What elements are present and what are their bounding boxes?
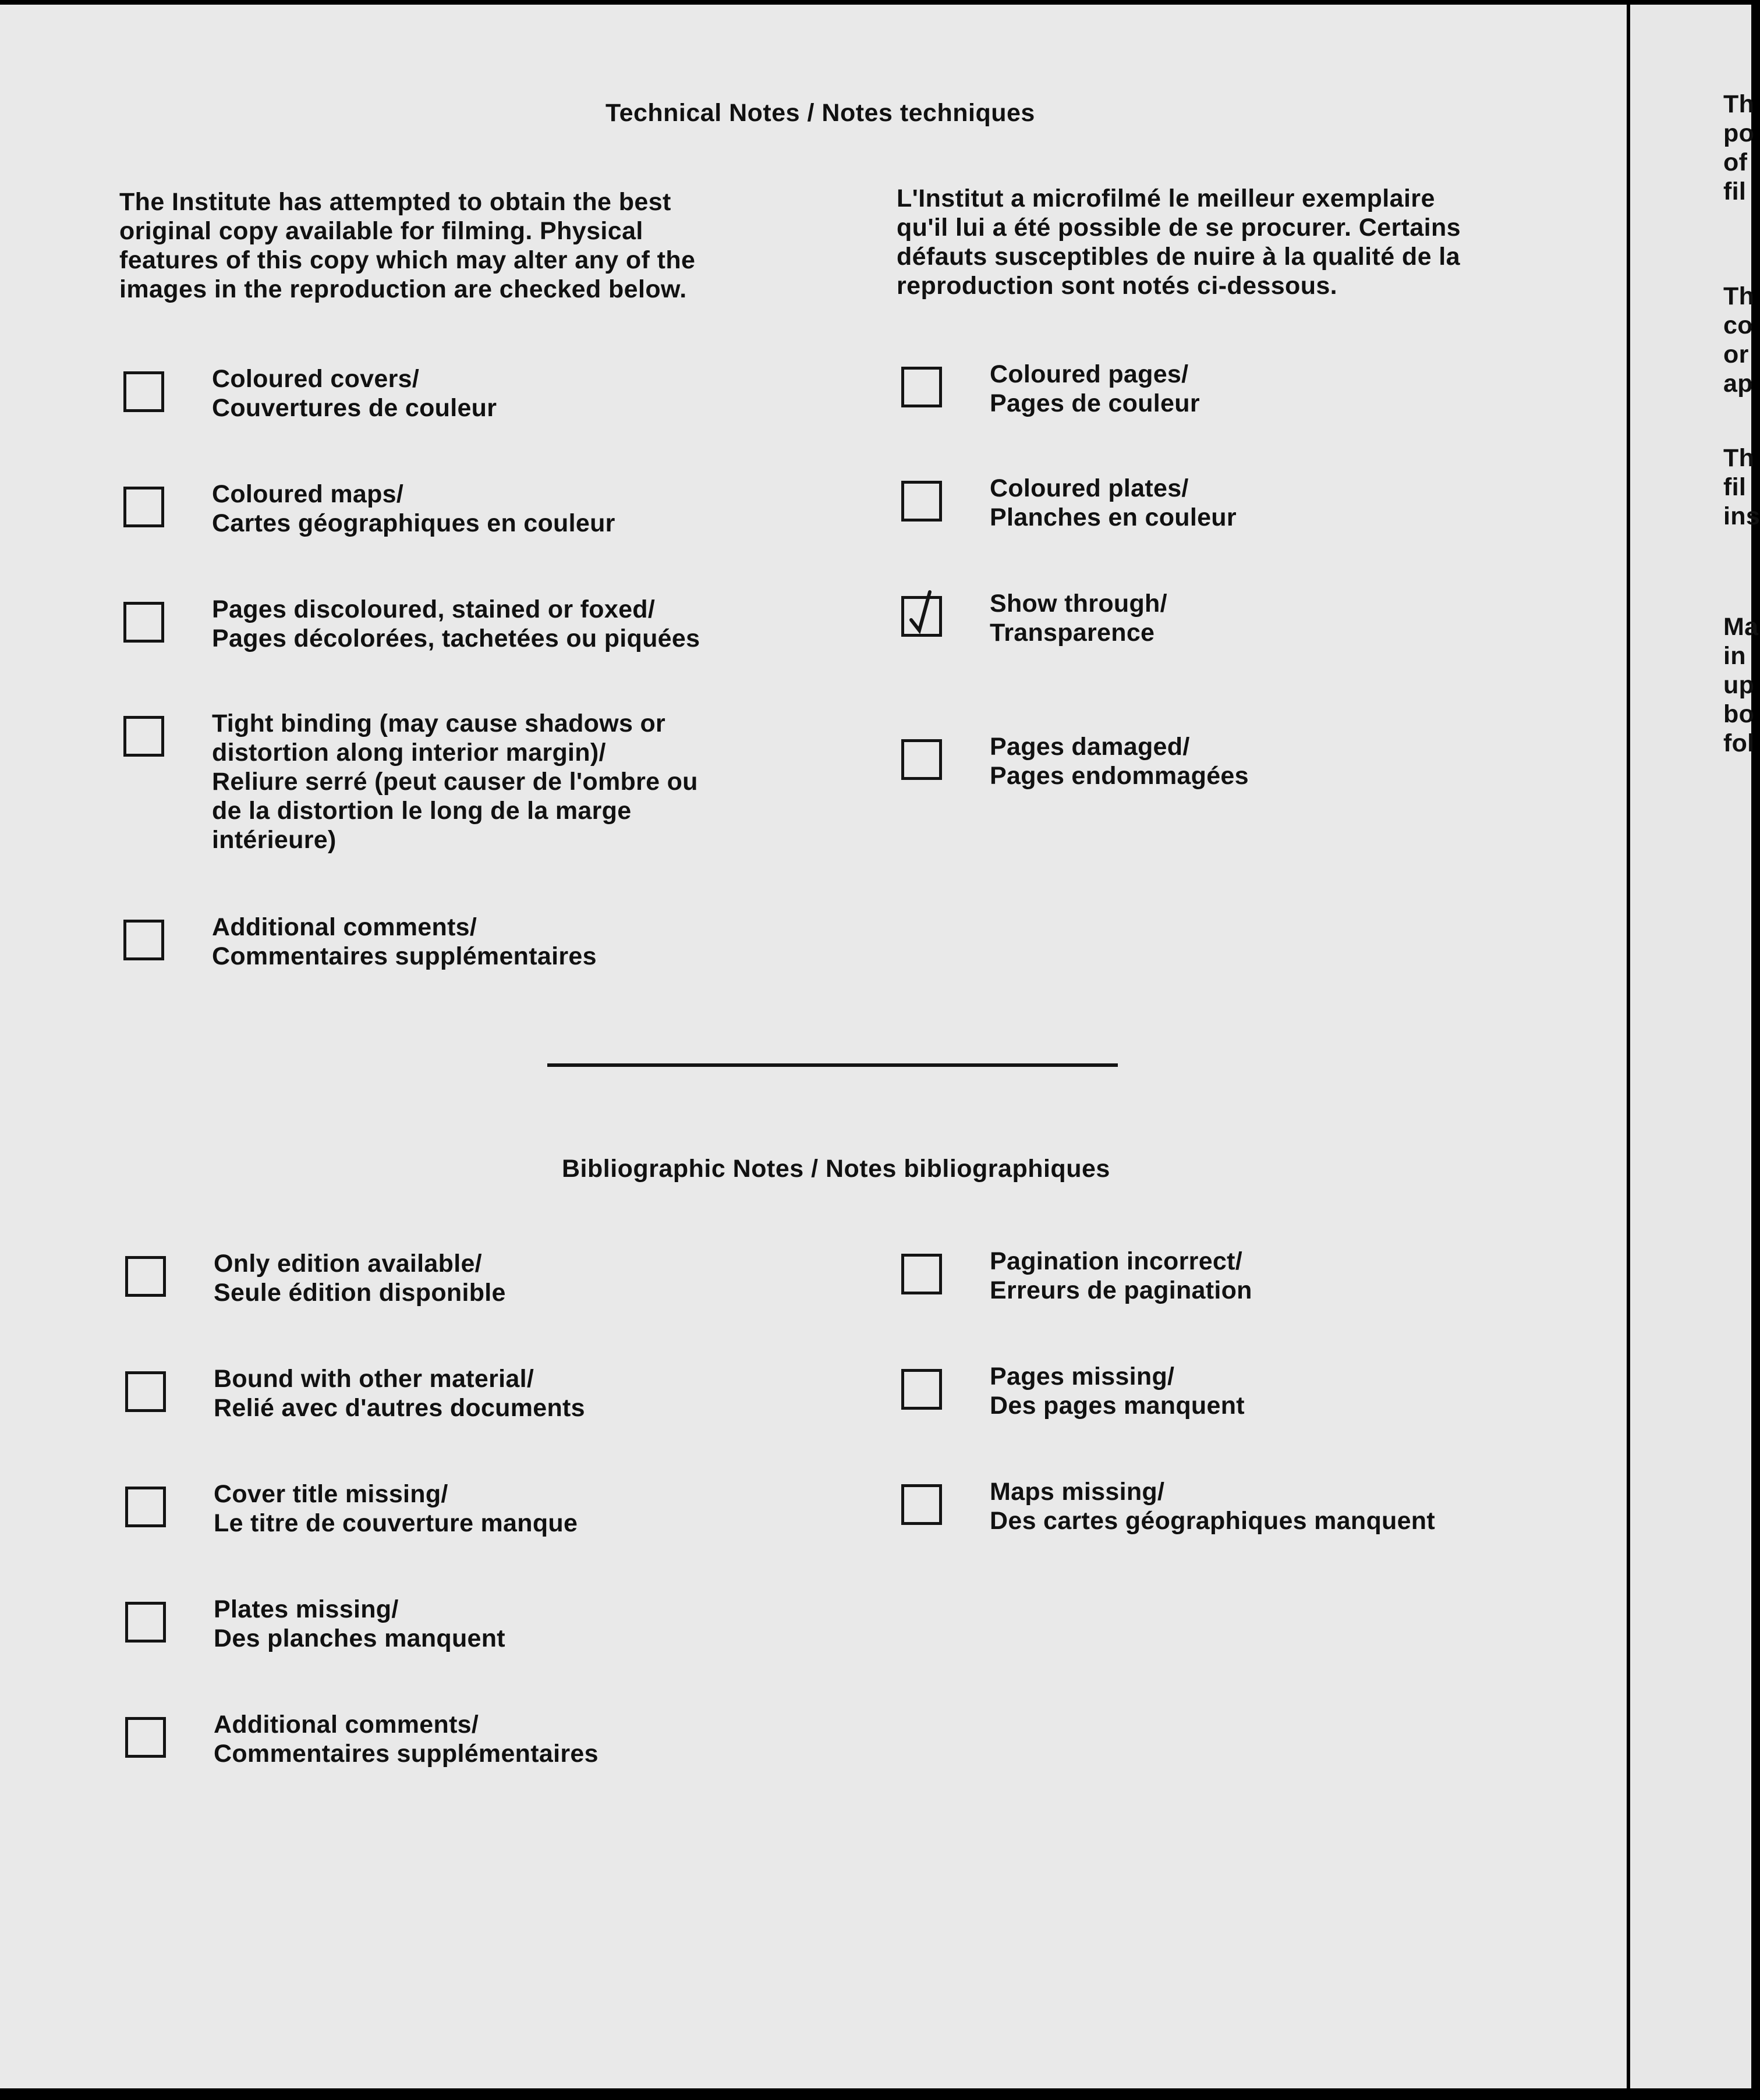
fragment-block-2: Th co or ap: [1723, 282, 1755, 398]
label-fr: Pages endommagées: [990, 762, 1249, 790]
checkbox[interactable]: [901, 367, 942, 407]
label-en: Only edition available/: [214, 1250, 482, 1278]
intro-english: The Institute has attempted to obtain the best original copy available for filming. Physical features of this copy which may alter any of the images in the reproduction are checked below.: [119, 188, 696, 303]
label-fr: Pages de couleur: [990, 389, 1200, 417]
checkbox[interactable]: [125, 1371, 166, 1412]
label-en-line2: distortion along interior margin)/: [212, 739, 606, 767]
label-en: Maps missing/: [990, 1478, 1165, 1506]
bibliographic-notes-title: Bibliographic Notes / Notes bibliographiques: [562, 1155, 1110, 1183]
label-en: Cover title missing/: [214, 1480, 448, 1508]
label-en: Pages discoloured, stained or foxed/: [212, 595, 656, 623]
checkbox[interactable]: [123, 716, 164, 757]
label-fr: Commentaires supplémentaires: [212, 942, 597, 970]
label-en: Bound with other material/: [214, 1365, 534, 1393]
fragment-block-4: Ma in up bo fol: [1723, 613, 1759, 757]
label-en: Additional comments/: [212, 913, 477, 941]
label-fr-line1: Reliure serré (peut causer de l'ombre ou: [212, 768, 698, 796]
technical-notes-title: Technical Notes / Notes techniques: [605, 99, 1035, 127]
checkbox-checked[interactable]: [901, 596, 942, 637]
label-en: Coloured covers/: [212, 365, 420, 393]
checkbox[interactable]: [123, 920, 164, 960]
checkbox[interactable]: [125, 1487, 166, 1527]
label-fr: Erreurs de pagination: [990, 1276, 1252, 1304]
label-fr: Commentaires supplémentaires: [214, 1740, 599, 1768]
label-en: Coloured pages/: [990, 360, 1189, 388]
adjacent-page-fragment: [1630, 5, 1760, 2088]
label-fr: Couvertures de couleur: [212, 394, 497, 422]
label-en: Pagination incorrect/: [990, 1247, 1242, 1275]
checkbox[interactable]: [123, 371, 164, 412]
section-divider: [547, 1063, 1118, 1067]
checkbox[interactable]: [125, 1256, 166, 1297]
label-fr: Des cartes géographiques manquent: [990, 1507, 1435, 1535]
label-en: Coloured plates/: [990, 474, 1189, 502]
label-en: Coloured maps/: [212, 480, 404, 508]
notes-page: [0, 5, 1627, 2088]
label-fr: Des pages manquent: [990, 1392, 1245, 1420]
label-fr: Relié avec d'autres documents: [214, 1394, 585, 1422]
label-fr: Planches en couleur: [990, 503, 1237, 531]
intro-french: L'Institut a microfilmé le meilleur exemplaire qu'il lui a été possible de se procurer. Certains défauts susceptibles de nuire à la qualité de la reproduction sont notés ci-dessous.: [897, 185, 1461, 300]
label-fr: Seule édition disponible: [214, 1279, 506, 1307]
fragment-block-3: Th fil ins: [1723, 444, 1760, 530]
checkbox[interactable]: [901, 1254, 942, 1294]
label-en: Additional comments/: [214, 1711, 479, 1739]
checkbox[interactable]: [901, 1484, 942, 1525]
label-fr: Le titre de couverture manque: [214, 1509, 578, 1537]
label-en: Plates missing/: [214, 1595, 399, 1623]
label-en: Pages damaged/: [990, 733, 1190, 761]
label-fr: Cartes géographiques en couleur: [212, 509, 615, 537]
label-fr: Pages décolorées, tachetées ou piquées: [212, 625, 700, 652]
checkbox[interactable]: [901, 739, 942, 780]
label-en-line1: Tight binding (may cause shadows or: [212, 710, 666, 737]
checkbox[interactable]: [123, 487, 164, 527]
label-fr-line2: de la distortion le long de la marge: [212, 797, 632, 825]
checkbox[interactable]: [125, 1717, 166, 1758]
label-fr: Transparence: [990, 619, 1155, 647]
checkbox[interactable]: [901, 481, 942, 522]
checkbox[interactable]: [125, 1602, 166, 1643]
checkbox[interactable]: [123, 602, 164, 643]
label-fr-line3: intérieure): [212, 826, 337, 854]
label-fr: Des planches manquent: [214, 1624, 505, 1652]
checkmark-icon: [908, 590, 937, 636]
label-en: Pages missing/: [990, 1363, 1175, 1390]
fragment-block-1: Th po of fil: [1723, 90, 1755, 205]
checkbox[interactable]: [901, 1369, 942, 1410]
label-en: Show through/: [990, 590, 1167, 618]
